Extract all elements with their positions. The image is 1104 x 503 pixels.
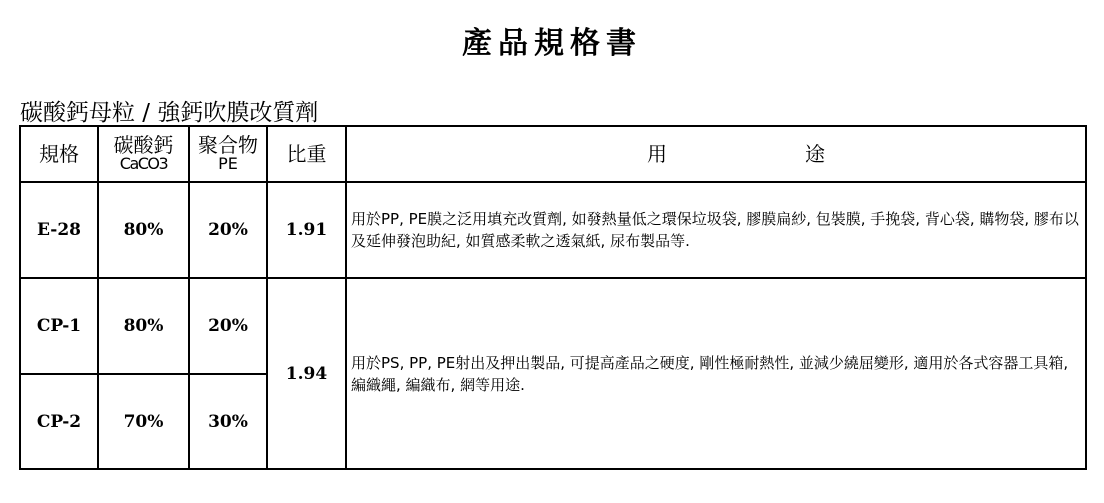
cell-spec: CP-2	[20, 374, 98, 469]
cell-spec: E-28	[20, 182, 98, 278]
cell-use: 用於PP, PE膜之泛用填充改質劑, 如發熱量低之環保垃圾袋, 膠膜扁紗, 包裝膜, 手挽袋, 背心袋, 購物袋, 膠布以及延伸發泡助紀, 如質感柔軟之透氣紙, 尿布製品等.	[346, 182, 1086, 278]
header-polymer	[189, 126, 267, 182]
table-row-cp1	[20, 278, 1086, 374]
cell-gravity: 1.91	[267, 182, 346, 278]
cell-caco3: 70%	[98, 374, 189, 469]
header-caco3-formula: CaCO3	[119, 154, 168, 174]
cell-caco3: 80%	[98, 278, 189, 374]
header-caco3-label: 碳酸鈣	[113, 133, 174, 158]
header-gravity: 比重	[267, 126, 346, 182]
header-spec: 規格	[20, 126, 98, 182]
product-subtitle: 碳酸鈣母粒 / 強鈣吹膜改質劑	[20, 100, 319, 126]
header-caco3	[98, 126, 189, 182]
header-use-left: 用	[647, 141, 667, 166]
cell-polymer: 20%	[189, 182, 267, 278]
header-use	[346, 126, 1086, 182]
table-row-e28	[20, 182, 1086, 278]
cell-caco3: 80%	[98, 182, 189, 278]
cell-polymer: 30%	[189, 374, 267, 469]
cell-spec: CP-1	[20, 278, 98, 374]
header-polymer-sub: PE	[218, 154, 238, 174]
cell-polymer: 20%	[189, 278, 267, 374]
cell-gravity-cp: 1.94	[267, 278, 346, 469]
table-header-row	[20, 126, 1086, 182]
header-polymer-label: 聚合物	[198, 133, 258, 158]
header-use-right: 途	[805, 141, 825, 166]
document-title: 產品規格書	[462, 26, 642, 61]
spec-table	[19, 125, 1087, 470]
cell-use-cp: 用於PS, PP, PE射出及押出製品, 可提高產品之硬度, 剛性極耐熱性, 並減少繞屈變形, 適用於各式容器工具箱, 編織繩, 編織布, 網等用途.	[346, 278, 1086, 469]
